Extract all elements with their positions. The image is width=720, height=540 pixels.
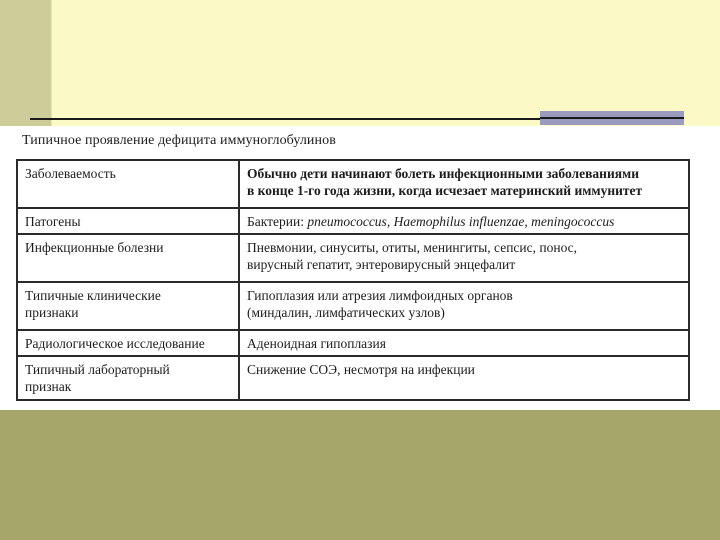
table-row (17, 330, 689, 356)
table-row (17, 208, 689, 234)
row-value-line: Аденоидная гипоплазия (247, 336, 386, 351)
row-value-line: Снижение СОЭ, несмотря на инфекции (247, 362, 475, 377)
row-label-line: признак (25, 379, 72, 394)
table-row (17, 234, 689, 282)
row-value (239, 160, 689, 208)
row-label (17, 356, 239, 400)
row-value-line (247, 213, 682, 230)
row-value (239, 208, 689, 234)
row-value-line: в конце 1-го года жизни, когда исчезает материнский иммунитет (247, 183, 643, 198)
bottom-decor-band (0, 410, 720, 540)
left-decor-edge (51, 0, 52, 130)
row-value (239, 282, 689, 330)
table-row (17, 282, 689, 330)
row-value (239, 330, 689, 356)
document-title: Типичное проявление дефицита иммуноглобулинов (22, 133, 336, 148)
scanned-document (0, 126, 720, 410)
row-label (17, 282, 239, 330)
row-label (17, 160, 239, 208)
row-value-line: вирусный гепатит, энтеровирусный энцефалит (247, 257, 516, 272)
row-label-line: Инфекционные болезни (25, 240, 164, 255)
row-value-line: Пневмонии, синуситы, отиты, менингиты, сепсис, понос, (247, 240, 578, 255)
table-row (17, 356, 689, 400)
row-label (17, 234, 239, 282)
row-value (239, 234, 689, 282)
row-label-line: Типичные клинические (25, 288, 161, 303)
row-value (239, 356, 689, 400)
row-label (17, 330, 239, 356)
row-label-line: Радиологическое исследование (25, 336, 205, 351)
pathogen-list: pneumococcus, Haemophilus influenzae, meningococcus (307, 214, 615, 229)
immunoglobulin-table (16, 159, 690, 401)
slide-accent-block (540, 111, 684, 125)
row-value-line: (миндалин, лимфатических узлов) (247, 305, 445, 320)
table-row (17, 160, 689, 208)
pathogen-prefix: Бактерии: (247, 214, 308, 229)
row-label-line: Патогены (25, 214, 81, 229)
row-value-line: Гипоплазия или атрезия лимфоидных органов (247, 288, 513, 303)
row-label-line: признаки (25, 305, 79, 320)
row-label-line: Типичный лабораторный (25, 362, 170, 377)
row-value-line: Обычно дети начинают болеть инфекционными заболеваниями (247, 166, 640, 181)
row-label (17, 208, 239, 234)
row-label-line: Заболеваемость (25, 166, 116, 181)
